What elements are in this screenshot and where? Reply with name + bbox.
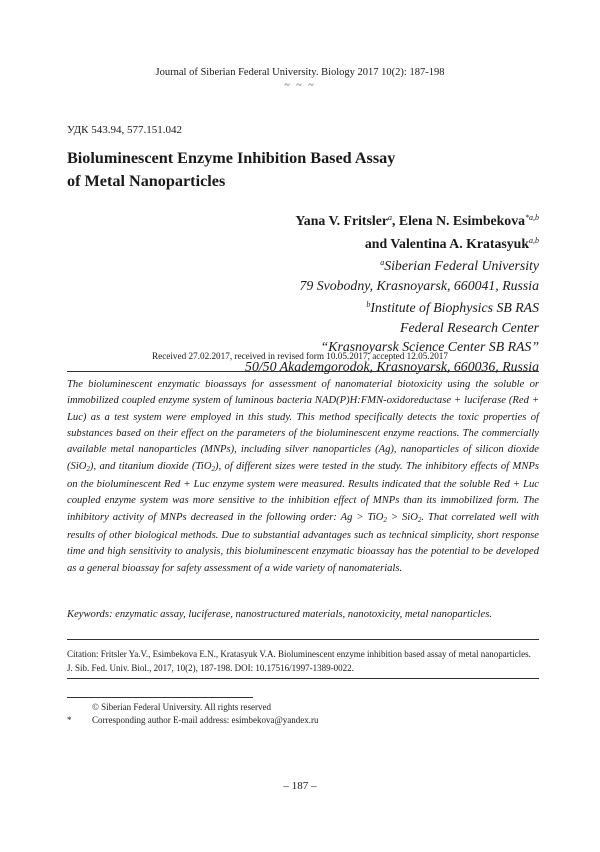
- footnote-star: *: [67, 715, 72, 725]
- abstract-sub-1: 2: [86, 464, 90, 473]
- keywords: Keywords: enzymatic assay, luciferase, nanostructured materials, nanotoxicity, metal nanoparticles.: [67, 609, 492, 620]
- abstract-sub-2: 2: [211, 464, 215, 473]
- author-2: Elena N. Esimbekova: [398, 213, 525, 228]
- footnote-rule: [67, 697, 253, 698]
- affiliation-2-line-2: Federal Research Center: [400, 319, 539, 335]
- affiliation-1-sup: a: [380, 258, 385, 267]
- affiliation-2: [245, 295, 539, 318]
- corresponding-footnote: [67, 715, 318, 725]
- abstract-part-4: > SiO: [386, 511, 418, 523]
- authors-line-2: [245, 231, 539, 254]
- affiliation-2-address: 50/50 Akademgorodok, Krasnoyarsk, 660036, Russia: [245, 358, 539, 374]
- abstract-top-rule: [67, 371, 539, 372]
- affiliation-2-sup: b: [366, 300, 371, 309]
- affiliation-1: [245, 253, 539, 276]
- journal-header: Journal of Siberian Federal University. Biology 2017 10(2): 187-198: [155, 67, 445, 78]
- udk-code: УДК 543.94, 577.151.042: [67, 124, 183, 136]
- abstract: [67, 377, 539, 577]
- abstract-part-1: The bioluminescent enzymatic bioassays for assessment of nanomaterial biotoxicity using the soluble or immobilized coupled enzyme system of luminous bacteria NAD(P)H:FMN-oxidoreductase + luciferase (Red + Luc) as a test system were employed in this study. This method specifically detects the toxic properties of substances based on their effect on the parameters of the bioluminescent enzyme reactions. The commercially available metal nanoparticles (MNPs), including silver nanoparticles (Ag), nanoparticles of silicon dioxide (SiO: [67, 379, 539, 472]
- affiliation-1-name: Siberian Federal University: [384, 258, 539, 273]
- citation: [67, 647, 539, 675]
- author-1: Yana V. Fritsler: [295, 213, 388, 228]
- received-dates: Received 27.02.2017, received in revised form 10.05.2017, accepted 12.05.2017: [152, 351, 448, 361]
- citation-line-2: J. Sib. Fed. Univ. Biol., 2017, 10(2), 187-198. DOI: 10.17516/1997-1389-0022.: [67, 663, 354, 673]
- author-separator: ,: [391, 213, 399, 228]
- title-line-2: of Metal Nanoparticles: [67, 172, 226, 190]
- citation-line-1: Citation: Fritsler Ya.V., Esimbekova E.N., Kratasyuk V.A. Bioluminescent enzyme inhibition based assay of metal nanoparticles.: [67, 649, 531, 659]
- author-3: Valentina A. Kratasyuk: [390, 235, 529, 251]
- article-title: [67, 147, 527, 193]
- author-1-sup: a: [387, 213, 392, 222]
- abstract-part-5: . That correlated well with results of other biological methods. Due to substantial advantages such as technical simplicity, short response time and high sensitivity to analysis, this bioluminescent enzymatic bioassay has the potential to be developed as a general bioassay for safety assessment of a wide variety of nanomaterials.: [67, 511, 539, 574]
- author-2-sup: *a,b: [525, 213, 539, 222]
- authors-line-1: [245, 208, 539, 231]
- abstract-sub-3: 2: [383, 515, 387, 524]
- citation-bottom-rule: [67, 678, 539, 679]
- page-number: – 187 –: [283, 780, 317, 792]
- affiliation-2-line-3: “Krasnoyarsk Science Center SB RAS”: [320, 339, 539, 354]
- affiliation-2-name: Institute of Biophysics SB RAS: [370, 300, 539, 315]
- abstract-part-3: ), of different sizes were tested in the study. The inhibitory effects of MNPs on the bioluminescent Red + Luc enzyme system were measured. Results indicated that the soluble Red + Luc coupled enzyme system was more sensitive to the inhibition effect of MNPs than its immobilized form. The inhibitory activity of MNPs decreased in the following order: Ag > TiO: [67, 460, 539, 523]
- affiliation-1-address: 79 Svobodny, Krasnoyarsk, 660041, Russia: [299, 277, 539, 293]
- author-and: and: [364, 235, 391, 251]
- citation-top-rule: [67, 639, 539, 640]
- copyright-footnote: © Siberian Federal University. All rights reserved: [92, 702, 271, 712]
- author-3-sup: a,b: [529, 235, 539, 245]
- title-line-1: Bioluminescent Enzyme Inhibition Based Assay: [67, 149, 396, 167]
- abstract-sub-4: 2: [417, 515, 422, 524]
- header-separator: ~ ~ ~: [284, 80, 316, 91]
- abstract-part-2: ), and titanium dioxide (TiO: [89, 460, 212, 472]
- corresponding-author-text: Corresponding author E-mail address: esimbekova@yandex.ru: [92, 715, 319, 725]
